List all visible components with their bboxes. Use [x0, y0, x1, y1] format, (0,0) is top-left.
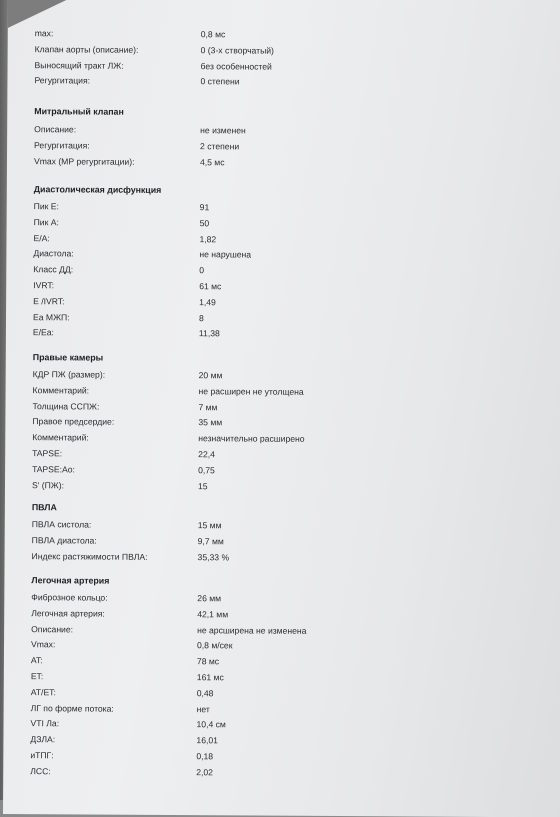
row-label: Еа МЖП:: [33, 312, 70, 322]
row-value: не изменен: [200, 125, 246, 135]
row-label: ПВЛА систола:: [32, 519, 92, 529]
row-label: IVRT:: [33, 280, 54, 290]
row-label: Класс ДД:: [33, 264, 73, 274]
row-label: Комментарий:: [33, 385, 90, 395]
row-value: 22,4: [198, 449, 215, 459]
row-value: 0,18: [196, 751, 213, 761]
row-label: Vmax:: [31, 640, 55, 650]
row-label: max:: [35, 28, 54, 38]
row-label: Клапан аорты (описание):: [35, 44, 139, 55]
row-value: 2 степени: [200, 141, 239, 151]
row-label: Регургитация:: [34, 140, 90, 150]
row-label: ЛСС:: [30, 766, 51, 776]
row-value: 0,8 мс: [201, 29, 226, 39]
row-label: Правое предсердие:: [32, 417, 114, 427]
row-label: Пик А:: [34, 217, 59, 227]
row-label: S' (ПЖ):: [32, 480, 64, 490]
row-value: 0 степени: [200, 77, 239, 87]
row-label: Толщина ССПЖ:: [32, 401, 99, 411]
row-value: 91: [200, 202, 210, 212]
section-heading: Диастолическая дисфункция: [34, 184, 162, 195]
row-value: 0,48: [197, 688, 214, 698]
section-heading: ПВЛА: [32, 502, 57, 512]
row-label: E /IVRT:: [33, 296, 64, 306]
row-label: TAPSE:Ao:: [32, 464, 75, 474]
row-label: Е/А:: [33, 233, 49, 243]
row-value: 1,82: [199, 234, 216, 244]
row-value: 7 мм: [198, 402, 217, 412]
row-value: не арсширена не изменена: [197, 625, 306, 636]
row-value: не расширен не утолщена: [199, 386, 304, 397]
row-label: Описание:: [31, 624, 73, 634]
section-heading: Правые камеры: [33, 352, 103, 362]
row-label: Vmax (МР регургитации):: [34, 156, 135, 167]
row-label: Индекс растяжимости ПВЛА:: [32, 551, 148, 562]
row-value: 0,75: [198, 465, 215, 475]
row-value: 9,7 мм: [198, 536, 224, 546]
report-page: [3, 0, 560, 817]
row-label: AT/ET:: [31, 687, 56, 697]
section-heading: Митральный клапан: [34, 106, 124, 117]
row-label: VTI Ла:: [31, 719, 60, 729]
row-value: 11,38: [199, 329, 220, 339]
row-value: 8: [199, 313, 204, 323]
row-value: 0: [199, 265, 204, 275]
row-label: КДР ПЖ (размер):: [33, 369, 105, 379]
row-label: ET:: [31, 671, 43, 681]
row-value: 26 мм: [197, 593, 221, 603]
row-value: 0,8 м/сек: [197, 641, 233, 651]
row-label: Е/Еа:: [33, 328, 54, 338]
row-value: 20 мм: [199, 370, 223, 380]
row-label: TAPSE:: [32, 448, 62, 458]
row-value: 61 мс: [199, 281, 221, 291]
row-value: 1,49: [199, 297, 216, 307]
row-value: не нарушена: [199, 250, 251, 260]
row-value: незначительно расширено: [198, 433, 304, 444]
row-value: 78 мс: [197, 656, 219, 666]
row-value: 4,5 мс: [200, 157, 225, 167]
row-label: ЛГ по форме потока:: [31, 703, 114, 714]
row-label: иТПГ:: [30, 750, 53, 760]
row-value: 16,01: [196, 735, 218, 745]
row-label: Легочная артерия:: [31, 608, 105, 618]
row-label: Фиброзное кольцо:: [31, 592, 107, 602]
row-value: 2,02: [196, 767, 213, 777]
row-label: Диастола:: [33, 249, 73, 259]
row-value: нет: [197, 704, 210, 714]
row-label: Выносящий тракт ЛЖ:: [35, 60, 124, 71]
row-value: 0 (3-х створчатый): [201, 45, 274, 55]
row-label: Пик Е:: [34, 201, 59, 211]
section-heading: Легочная артерия: [31, 575, 109, 585]
row-value: 15: [198, 481, 208, 491]
row-label: ДЗЛА:: [30, 734, 55, 744]
row-value: 50: [200, 218, 210, 228]
row-label: Регургитация:: [34, 76, 90, 86]
folded-corner: [8, 0, 78, 28]
row-value: 10,4 см: [197, 720, 226, 730]
row-label: AT:: [31, 655, 43, 665]
row-label: Комментарий:: [32, 432, 89, 442]
row-value: 161 мс: [197, 672, 224, 682]
row-value: 35,33 %: [198, 552, 230, 562]
row-value: 15 мм: [198, 520, 222, 530]
row-label: Описание:: [34, 124, 76, 134]
row-value: без особенностей: [201, 61, 272, 71]
row-value: 42,1 мм: [197, 609, 228, 619]
row-label: ПВЛА диастола:: [32, 535, 97, 545]
row-value: 35 мм: [198, 418, 222, 428]
